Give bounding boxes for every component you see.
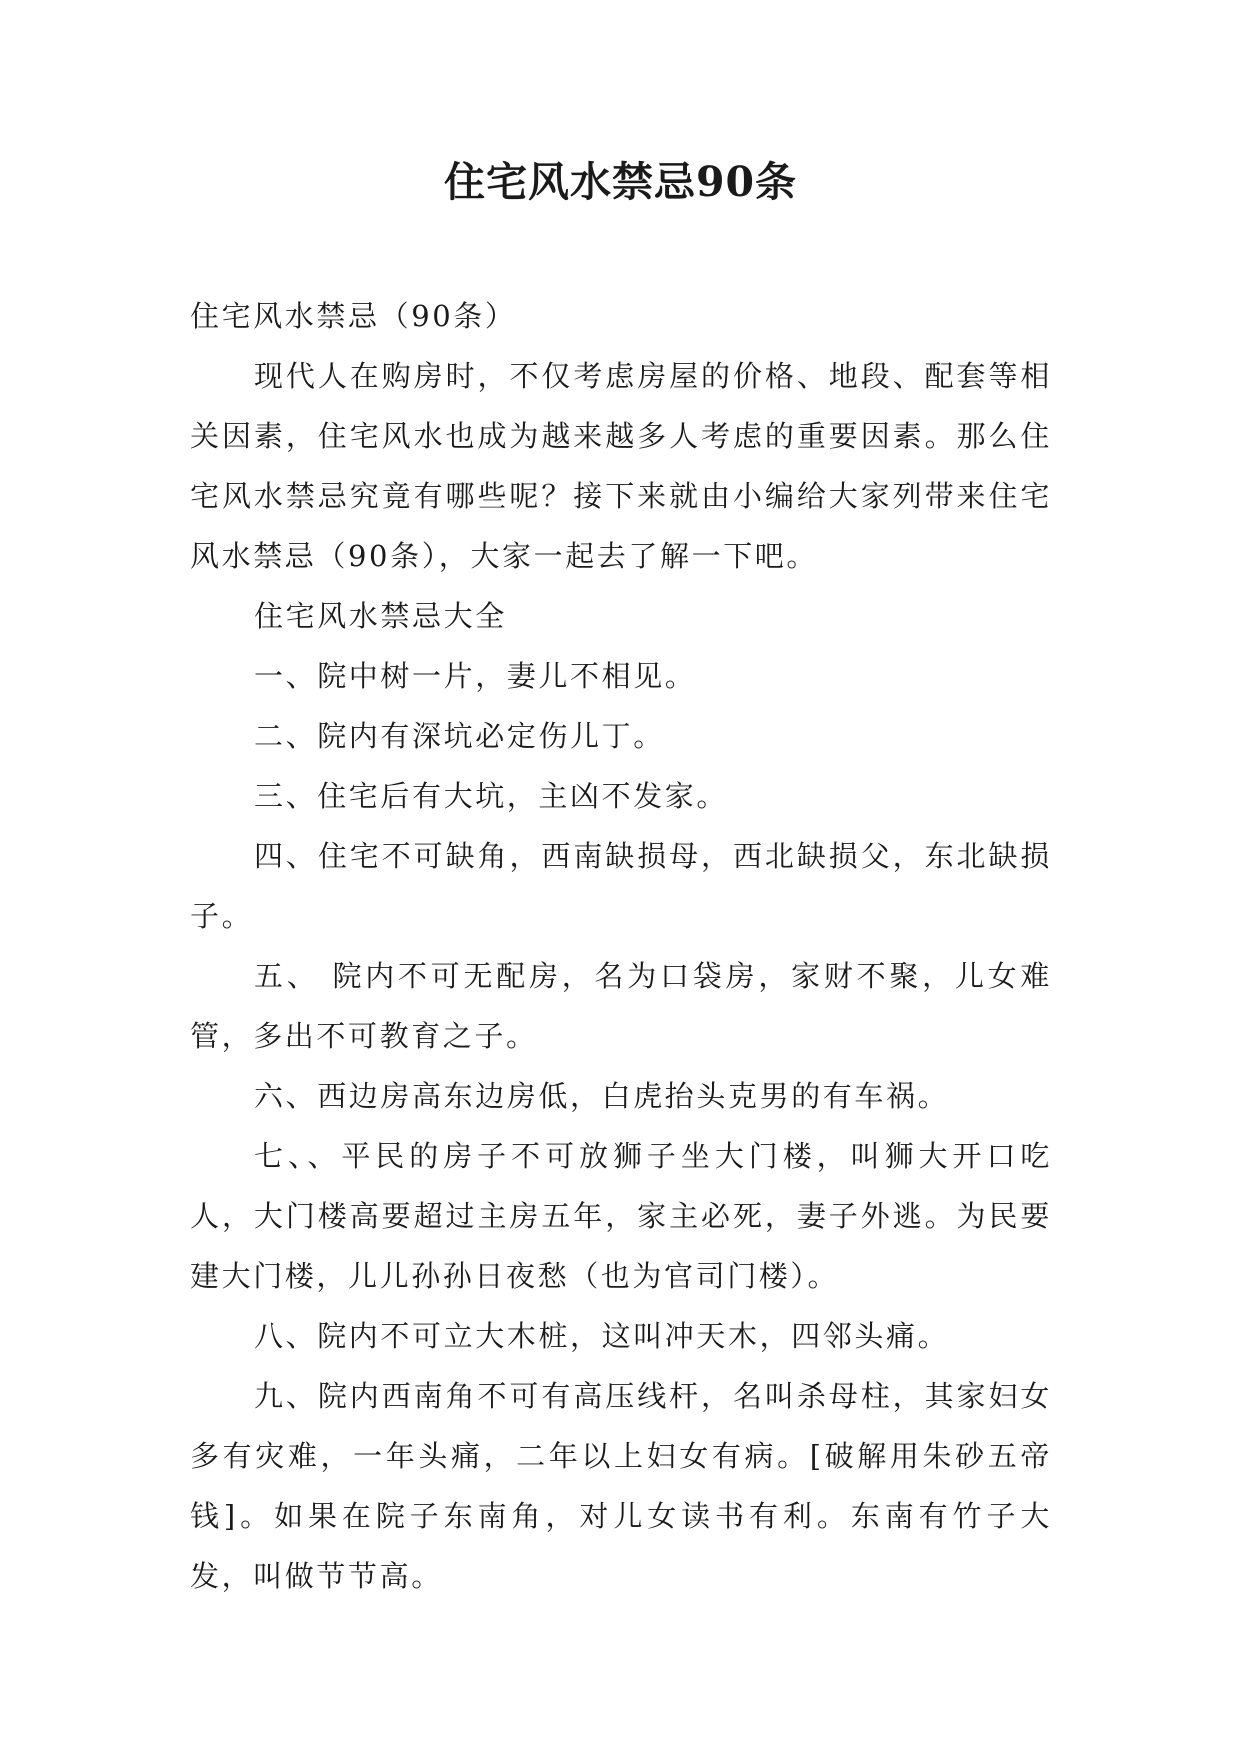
- rule-item-9: 九、院内西南角不可有高压线杆，名叫杀母柱，其家妇女多有灾难，一年头痛，二年以上妇女有病。[破解用朱砂五帝钱]。如果在院子东南角，对儿女读书有利。东南有竹子大发，叫做节节高。: [190, 1379, 1052, 1593]
- rule-item-2: 二、院内有深坑必定伤儿丁。: [254, 719, 665, 753]
- intro-paragraph: 现代人在购房时，不仅考虑房屋的价格、地段、配套等相关因素，住宅风水也成为越来越多人考虑的重要因素。那么住宅风水禁忌究竟有哪些呢？接下来就由小编给大家列带来住宅风水禁忌（90条），大家一起去了解一下吧。: [190, 359, 1052, 573]
- subtitle-paragraph: 住宅风水禁忌（90条）: [190, 299, 517, 333]
- rule-item-8: 八、院内不可立大木桩，这叫冲天木，四邻头痛。: [254, 1319, 950, 1353]
- document-title: 住宅风水禁忌90条: [443, 158, 798, 206]
- section-heading: 住宅风水禁忌大全: [254, 599, 507, 633]
- rule-item-5: 五、 院内不可无配房，名为口袋房，家财不聚，儿女难管，多出不可教育之子。: [190, 959, 1052, 1053]
- rule-item-6: 六、西边房高东边房低，白虎抬头克男的有车祸。: [254, 1079, 950, 1113]
- rule-item-4: 四、住宅不可缺角，西南缺损母，西北缺损父，东北缺损子。: [190, 839, 1052, 933]
- document-body: [190, 286, 1052, 1606]
- rule-item-1: 一、院中树一片，妻儿不相见。: [254, 659, 697, 693]
- rule-item-3: 三、住宅后有大坑，主凶不发家。: [254, 779, 729, 813]
- rule-item-7: 七、、平民的房子不可放狮子坐大门楼，叫狮大开口吃人，大门楼高要超过主房五年，家主必死，妻子外逃。为民要建大门楼，儿儿孙孙日夜愁（也为官司门楼）。: [190, 1139, 1052, 1293]
